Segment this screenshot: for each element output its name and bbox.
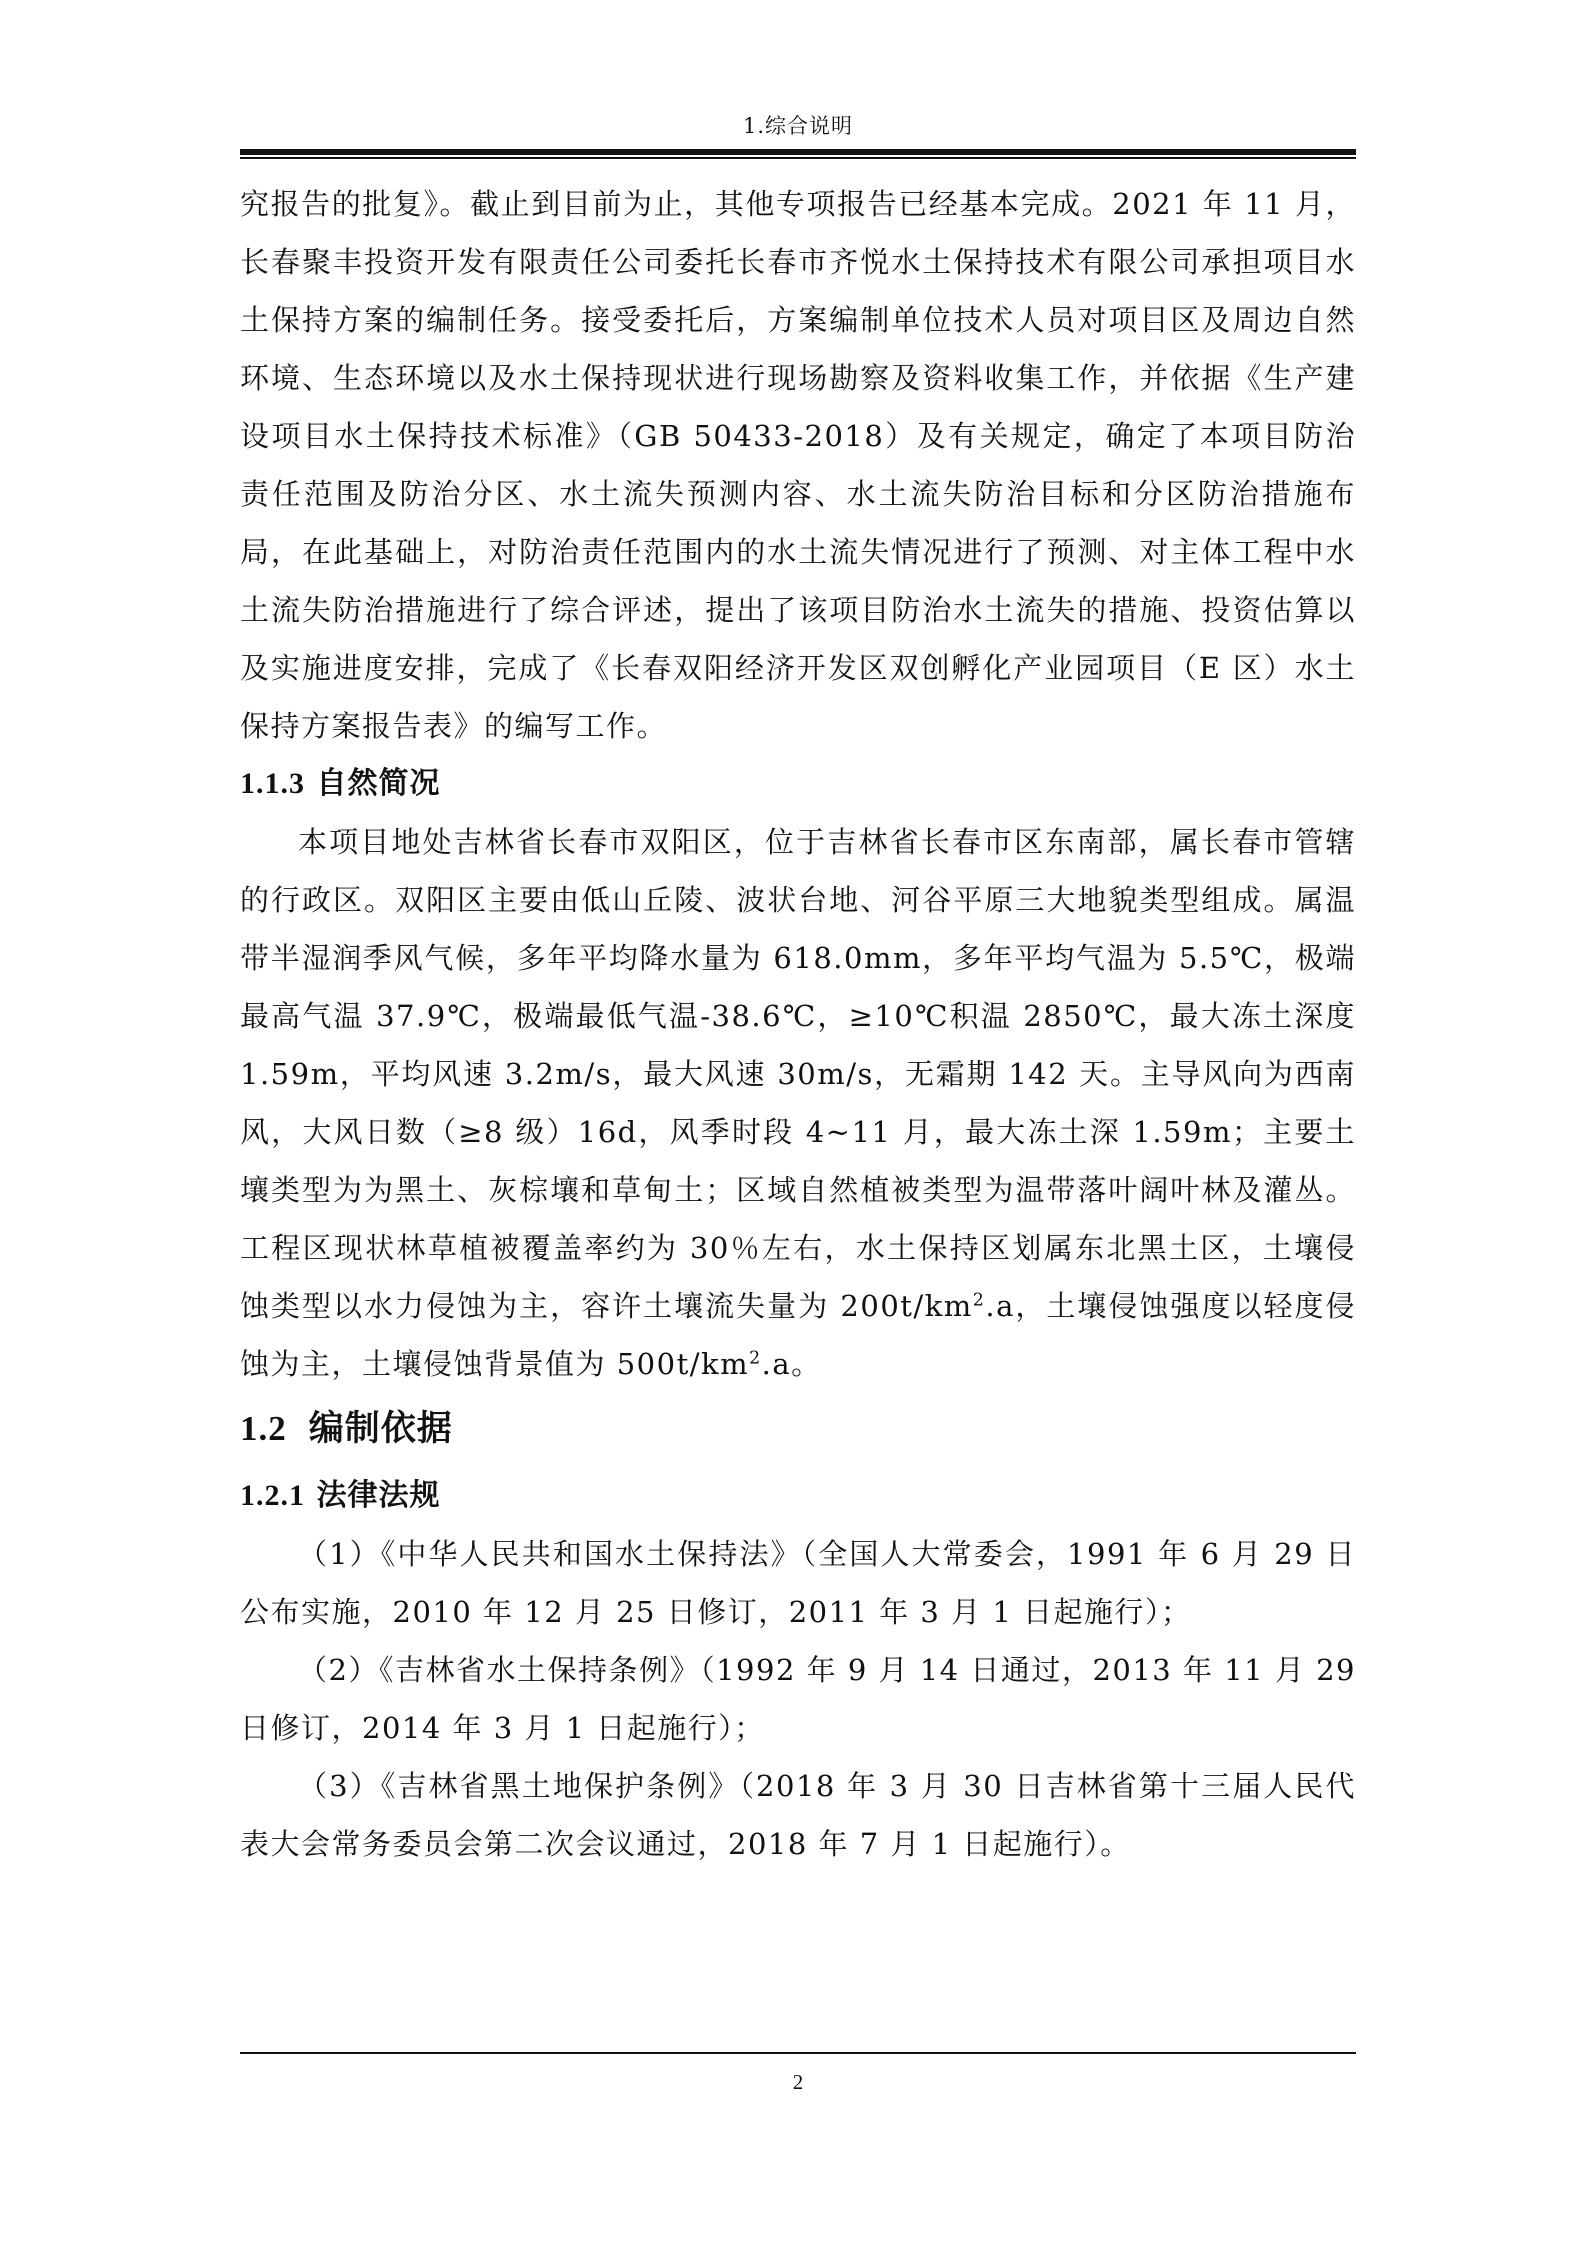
section-heading-1-1-3: [240, 755, 1356, 813]
natural-conditions-text-end: .a。: [761, 1347, 822, 1381]
natural-conditions-text: 本项目地处吉林省长春市双阳区，位于吉林省长春市区东南部，属长春市管辖的行政区。双阳区主要由低山丘陵、波状台地、河谷平原三大地貌类型组成。属温带半湿润季风气候，多年平均降水量为 618.0mm，多年平均气温为 5.5℃，极端最高气温 37.9℃，极端最低气温-38.6℃，≥10℃积温 2850℃，最大冻土深度 1.59m，平均风速 3.2m/s，最大风速 30m/s，无霜期 142 天。主导风向为西南风，大风日数（≥8 级）16d，风季时段 4~11 月，最大冻土深 1.59m；主要土壤类型为为黑土、灰棕壤和草甸土；区域自然植被类型为温带落叶阔叶林及灌丛。工程区现状林草植被覆盖率约为 30％左右，水土保持区划属东北黑土区，土壤侵蚀类型以水力侵蚀为主，容许土壤流失量为 200t/km: [240, 825, 1356, 1323]
superscript-2: 2: [972, 1290, 986, 1311]
header-rule-thick: [240, 149, 1356, 155]
natural-conditions-paragraph: [240, 813, 1356, 1393]
document-body: [240, 175, 1356, 1873]
section-title: 编制依据: [308, 1408, 453, 1449]
law-item-1: （1）《中华人民共和国水土保持法》（全国人大常委会，1991 年 6 月 29 日公布实施，2010 年 12 月 25 日修订，2011 年 3 月 1 日起施行）；: [240, 1537, 1356, 1629]
section-heading-1-2: [240, 1397, 1356, 1461]
page-footer: [240, 2052, 1356, 2112]
page-number: 2: [792, 2070, 804, 2094]
section-number: 1.2: [240, 1409, 287, 1448]
section-title: 自然简况: [316, 766, 441, 801]
section-number: 1.1.3: [240, 767, 305, 800]
page-header: [240, 112, 1356, 160]
law-item-2: （2）《吉林省水土保持条例》（1992 年 9 月 14 日通过，2013 年 11 月 29 日修订，2014 年 3 月 1 日起施行）；: [240, 1653, 1356, 1745]
intro-paragraph: 究报告的批复》。截止到目前为止，其他专项报告已经基本完成。2021 年 11 月，长春聚丰投资开发有限责任公司委托长春市齐悦水土保持技术有限公司承担项目水土保持方案的编制任务。接受委托后，方案编制单位技术人员对项目区及周边自然环境、生态环境以及水土保持现状进行现场勘察及资料收集工作，并依据《生产建设项目水土保持技术标准》（GB 50433-2018）及有关规定，确定了本项目防治责任范围及防治分区、水土流失预测内容、水土流失防治目标和分区防治措施布局，在此基础上，对防治责任范围内的水土流失情况进行了预测、对主体工程中水土流失防治措施进行了综合评述，提出了该项目防治水土流失的措施、投资估算以及实施进度安排，完成了《长春双阳经济开发区双创孵化产业园项目（E 区）水土保持方案报告表》的编写工作。: [240, 187, 1356, 743]
law-item-3: （3）《吉林省黑土地保护条例》（2018 年 3 月 30 日吉林省第十三届人民代表大会常务委员会第二次会议通过，2018 年 7 月 1 日起施行）。: [240, 1769, 1356, 1861]
natural-conditions-text-mid: .a，土壤侵蚀强度以轻度侵蚀为主，土壤侵蚀背景值为 500t/km: [240, 1289, 1356, 1381]
header-rule-thin: [240, 157, 1356, 159]
header-title: 1.综合说明: [742, 114, 854, 138]
superscript-2-second: 2: [749, 1348, 762, 1369]
section-number: 1.2.1: [240, 1479, 305, 1512]
footer-rule: [240, 2052, 1356, 2054]
section-title: 法律法规: [316, 1478, 441, 1513]
section-heading-1-2-1: [240, 1467, 1356, 1525]
